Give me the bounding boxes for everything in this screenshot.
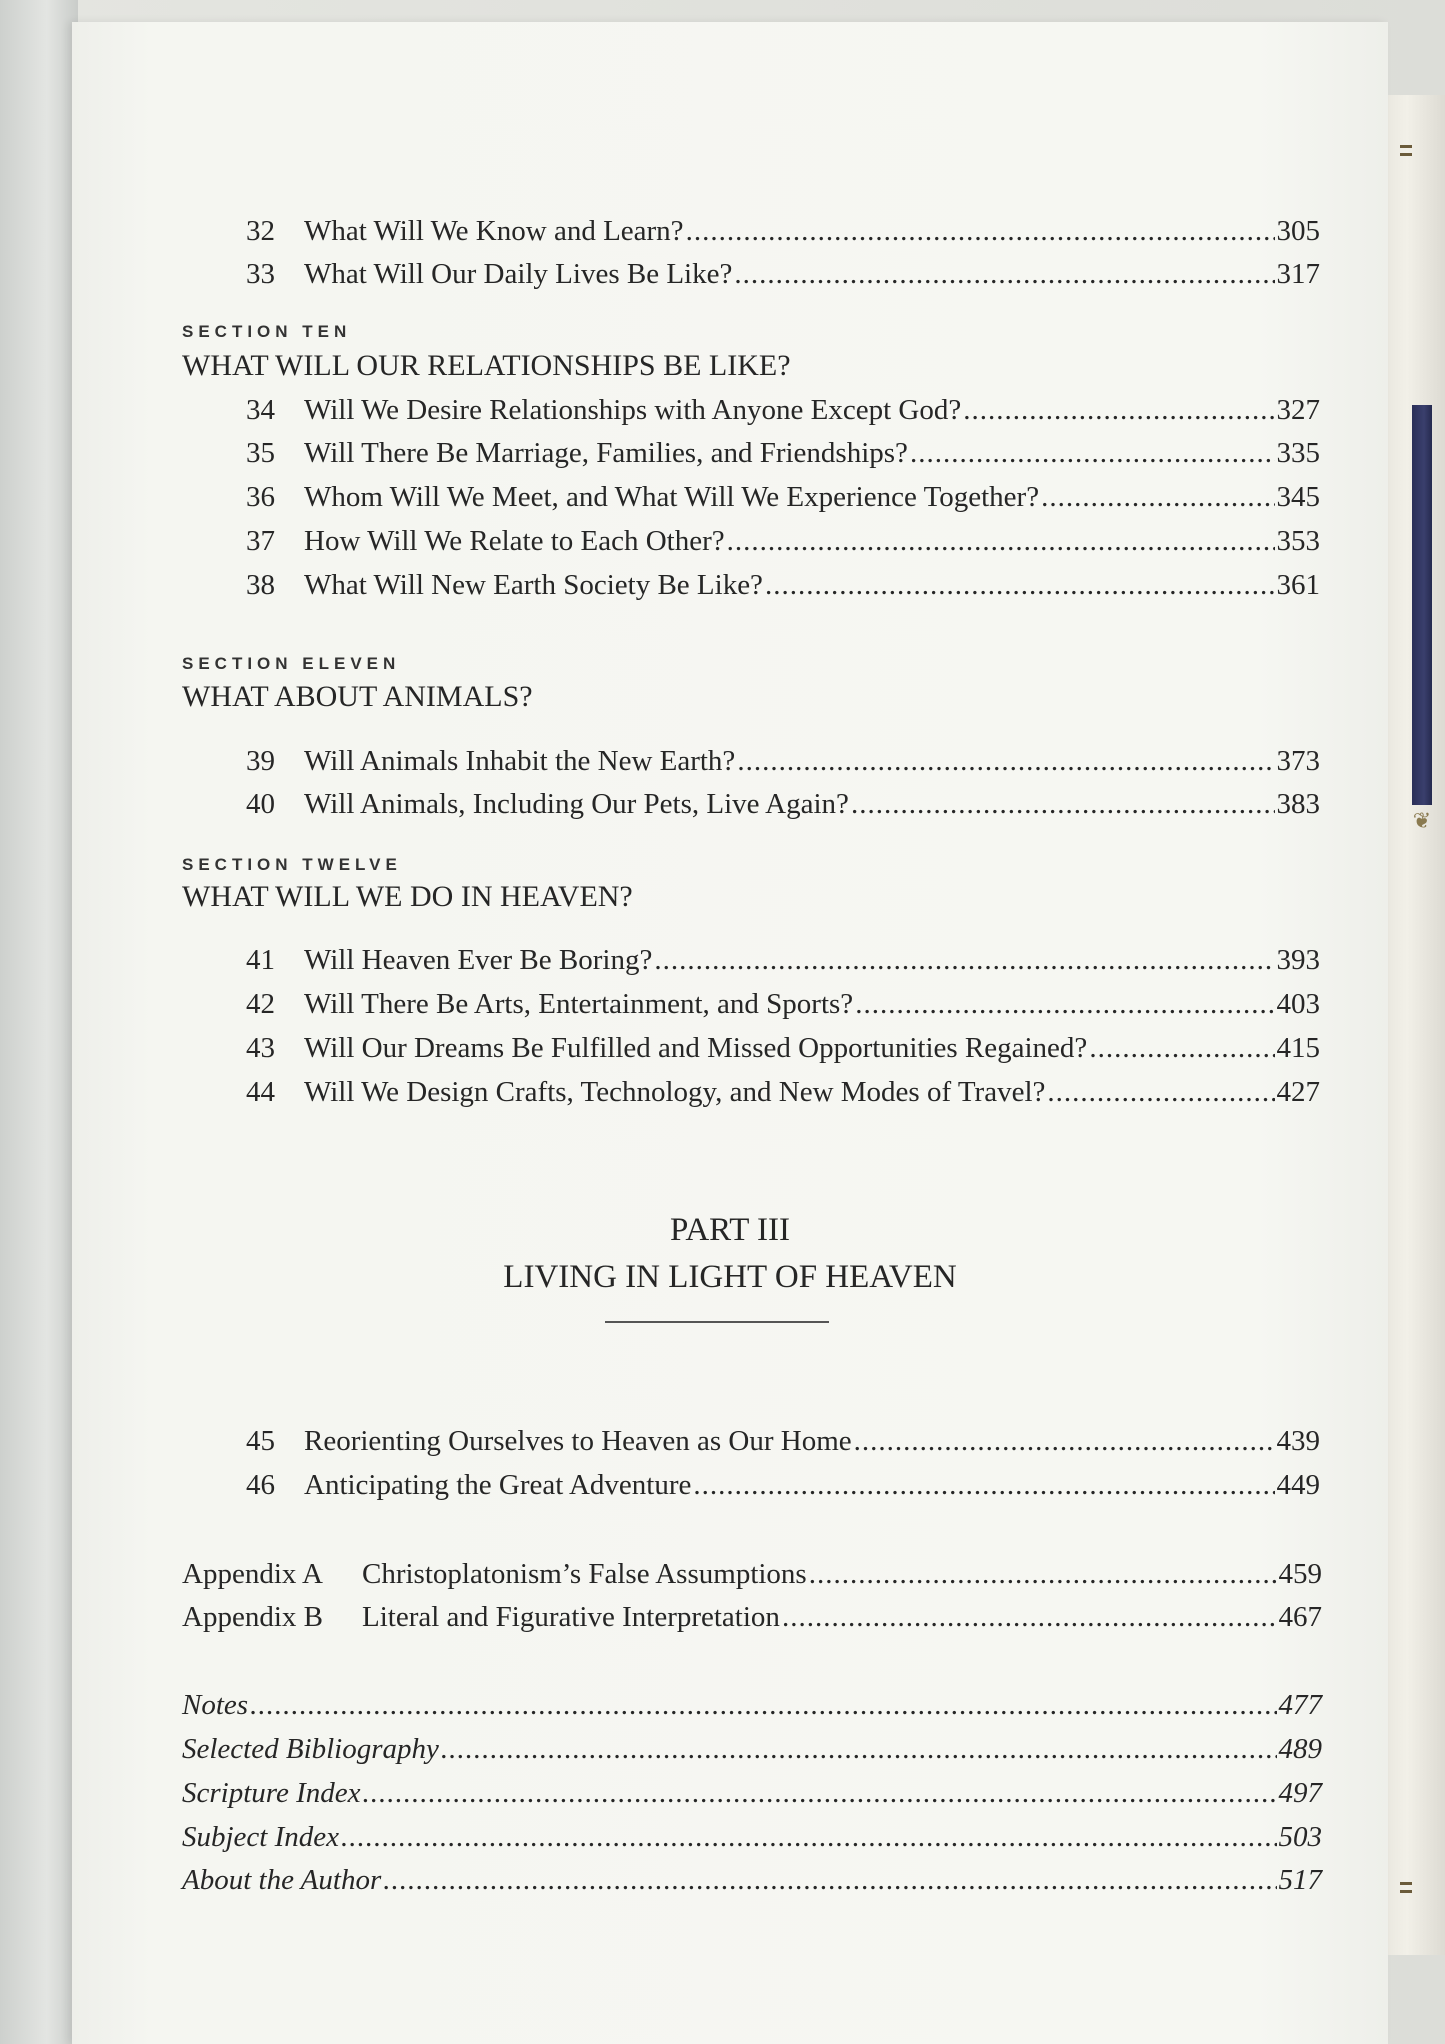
dot-leader <box>1047 1075 1274 1109</box>
backmatter-title: About the Author <box>182 1864 382 1896</box>
dot-leader <box>782 1600 1277 1634</box>
backmatter-title: Notes <box>182 1689 249 1721</box>
chapter-number: 34 <box>246 394 275 426</box>
dot-leader <box>910 436 1275 470</box>
page-number: 327 <box>1276 394 1320 426</box>
chapter-title: Anticipating the Great Adventure <box>304 1469 692 1501</box>
page-number: 345 <box>1276 481 1320 513</box>
toc-entry <box>246 1424 1320 1458</box>
toc-entry <box>246 987 1320 1021</box>
chapter-title: Will We Design Crafts, Technology, and New Modes of Travel? <box>304 1076 1046 1108</box>
chapter-title: How Will We Relate to Each Other? <box>304 525 725 557</box>
dot-leader <box>734 257 1274 291</box>
toc-entry <box>182 1600 1322 1634</box>
chapter-number: 37 <box>246 525 275 557</box>
toc-entry <box>182 1688 1322 1722</box>
chapter-number: 45 <box>246 1425 275 1457</box>
part-label: PART III <box>670 1212 790 1248</box>
section-title: WHAT ABOUT ANIMALS? <box>182 680 533 713</box>
chapter-number: 36 <box>246 481 275 513</box>
dot-leader <box>363 1776 1277 1810</box>
page-number: 393 <box>1276 944 1320 976</box>
appendix-label: Appendix B <box>182 1601 323 1633</box>
page-number: 353 <box>1276 525 1320 557</box>
toc-entry <box>246 1468 1320 1502</box>
toc-entry <box>246 393 1320 427</box>
page-number: 305 <box>1276 215 1320 247</box>
page-number: 317 <box>1276 258 1320 290</box>
chapter-number: 42 <box>246 988 275 1020</box>
chapter-title: Will We Desire Relationships with Anyone Except God? <box>304 394 962 426</box>
appendix-title: Christoplatonism’s False Assumptions <box>362 1558 807 1590</box>
section-title: WHAT WILL OUR RELATIONSHIPS BE LIKE? <box>182 349 791 382</box>
cover-tick <box>1400 1890 1412 1893</box>
dot-leader <box>765 568 1275 602</box>
chapter-title: Whom Will We Meet, and What Will We Experience Together? <box>304 481 1040 513</box>
chapter-title: What Will New Earth Society Be Like? <box>304 569 763 601</box>
chapter-title: What Will We Know and Learn? <box>304 215 684 247</box>
book-cover-edge <box>1380 95 1445 1955</box>
page-number: 503 <box>1278 1821 1322 1853</box>
dot-leader <box>851 787 1275 821</box>
chapter-title: Will Heaven Ever Be Boring? <box>304 944 653 976</box>
page-number: 427 <box>1276 1076 1320 1108</box>
dot-leader <box>686 214 1275 248</box>
chapter-number: 41 <box>246 944 275 976</box>
dot-leader <box>250 1688 1276 1722</box>
page-number: 459 <box>1278 1558 1322 1590</box>
cover-tick <box>1400 145 1412 148</box>
page-number: 383 <box>1276 788 1320 820</box>
chapter-number: 32 <box>246 215 275 247</box>
section-title: WHAT WILL WE DO IN HEAVEN? <box>182 880 633 913</box>
cover-tick <box>1400 153 1412 156</box>
page-number: 467 <box>1278 1601 1322 1633</box>
page-number: 403 <box>1276 988 1320 1020</box>
toc-entry <box>246 214 1320 248</box>
page-number: 373 <box>1276 745 1320 777</box>
dot-leader <box>341 1820 1276 1854</box>
appendix-label: Appendix A <box>182 1558 323 1590</box>
dot-leader <box>737 744 1274 778</box>
chapter-number: 44 <box>246 1076 275 1108</box>
dot-leader <box>809 1557 1277 1591</box>
chapter-number: 38 <box>246 569 275 601</box>
page-number: 517 <box>1278 1864 1322 1896</box>
dot-leader <box>854 1424 1275 1458</box>
chapter-title: Reorienting Ourselves to Heaven as Our Home <box>304 1425 852 1457</box>
toc-content <box>72 22 1388 2044</box>
toc-entry <box>246 943 1320 977</box>
page-number: 335 <box>1276 437 1320 469</box>
dot-leader <box>693 1468 1274 1502</box>
dot-leader <box>1041 480 1274 514</box>
chapter-number: 46 <box>246 1469 275 1501</box>
backmatter-title: Scripture Index <box>182 1777 361 1809</box>
toc-entry <box>182 1557 1322 1591</box>
backmatter-title: Subject Index <box>182 1821 340 1853</box>
chapter-title: Will There Be Arts, Entertainment, and Sports? <box>304 988 854 1020</box>
toc-entry <box>246 524 1320 558</box>
backmatter-title: Selected Bibliography <box>182 1733 439 1765</box>
chapter-title: Will Animals, Including Our Pets, Live Again? <box>304 788 849 820</box>
dot-leader <box>963 393 1274 427</box>
part-title: LIVING IN LIGHT OF HEAVEN <box>503 1259 957 1295</box>
section-label: SECTION TEN <box>182 322 352 341</box>
toc-entry <box>246 744 1320 778</box>
toc-entry <box>182 1776 1322 1810</box>
page-number: 449 <box>1276 1469 1320 1501</box>
chapter-number: 33 <box>246 258 275 290</box>
toc-entry <box>246 436 1320 470</box>
chapter-title: Will Our Dreams Be Fulfilled and Missed Opportunities Regained? <box>304 1032 1088 1064</box>
chapter-title: What Will Our Daily Lives Be Like? <box>304 258 733 290</box>
toc-entry <box>246 1075 1320 1109</box>
page-number: 415 <box>1276 1032 1320 1064</box>
dot-leader <box>654 943 1274 977</box>
chapter-title: Will There Be Marriage, Families, and Friendships? <box>304 437 908 469</box>
chapter-number: 35 <box>246 437 275 469</box>
toc-page <box>72 22 1388 2044</box>
page-number: 489 <box>1278 1733 1322 1765</box>
chapter-number: 40 <box>246 788 275 820</box>
page-number: 497 <box>1278 1777 1322 1809</box>
dot-leader <box>727 524 1275 558</box>
appendix-title: Literal and Figurative Interpretation <box>362 1601 780 1633</box>
cover-band <box>1412 405 1432 805</box>
dot-leader <box>383 1863 1276 1897</box>
part-divider <box>605 1321 829 1323</box>
toc-entry <box>246 787 1320 821</box>
dot-leader <box>441 1732 1277 1766</box>
chapter-number: 43 <box>246 1032 275 1064</box>
section-label: SECTION TWELVE <box>182 855 402 874</box>
toc-entry <box>246 1031 1320 1065</box>
cover-tick <box>1400 1882 1412 1885</box>
left-page-edge <box>0 0 78 2044</box>
page-number: 439 <box>1276 1425 1320 1457</box>
toc-entry <box>182 1732 1322 1766</box>
section-label: SECTION ELEVEN <box>182 654 401 673</box>
dot-leader <box>1089 1031 1274 1065</box>
page-number: 361 <box>1276 569 1320 601</box>
chapter-number: 39 <box>246 745 275 777</box>
toc-entry <box>246 568 1320 602</box>
toc-entry <box>182 1820 1322 1854</box>
dot-leader <box>855 987 1274 1021</box>
toc-entry <box>246 480 1320 514</box>
cover-ornament-icon: ❦ <box>1412 808 1432 833</box>
toc-entry <box>246 257 1320 291</box>
page-number: 477 <box>1278 1689 1322 1721</box>
toc-entry <box>182 1863 1322 1897</box>
chapter-title: Will Animals Inhabit the New Earth? <box>304 745 736 777</box>
